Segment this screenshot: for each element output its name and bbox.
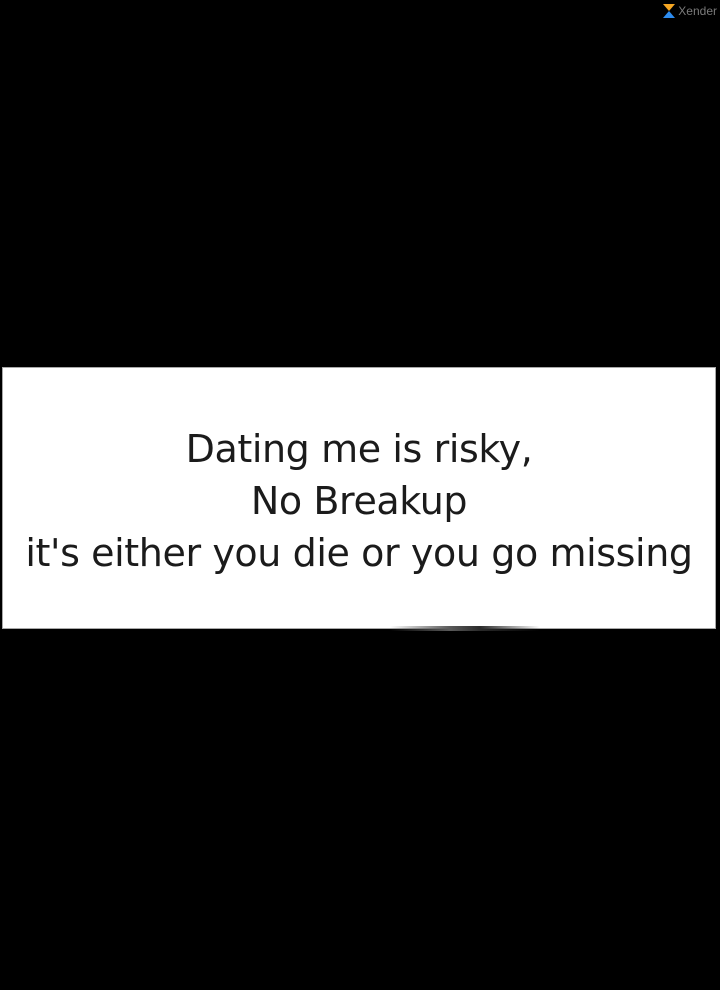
quote-line-3: it's either you die or you go missing — [25, 531, 693, 575]
xender-logo-icon — [662, 3, 676, 19]
quote-panel — [2, 367, 716, 629]
quote-line-1: Dating me is risky, — [185, 427, 533, 471]
xender-watermark — [662, 3, 717, 19]
quote-line-2: No Breakup — [250, 479, 468, 523]
watermark-label: Xender — [678, 4, 717, 18]
panel-edge-artifact — [390, 626, 540, 631]
